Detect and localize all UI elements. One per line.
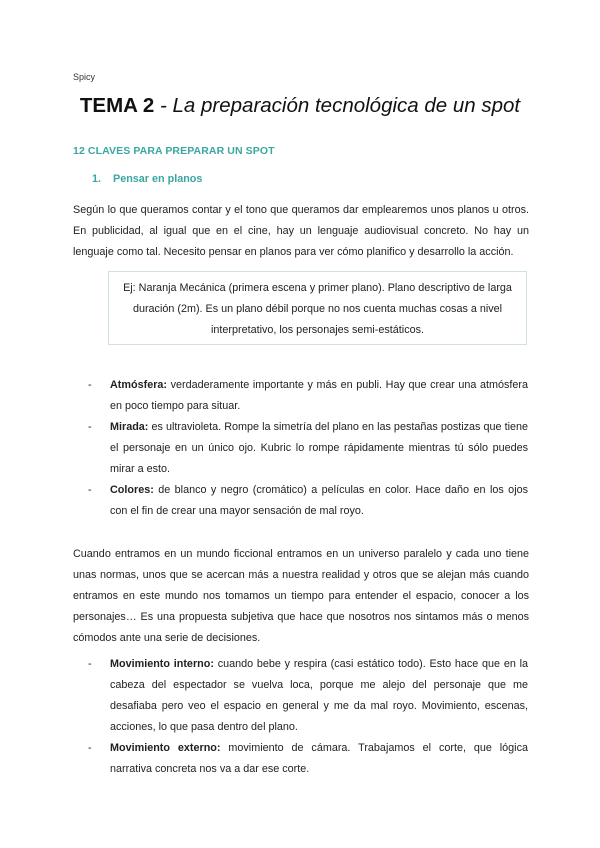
bullet-term: Atmósfera:	[110, 379, 167, 391]
list-item	[88, 480, 528, 522]
bullet-dash: -	[88, 658, 92, 670]
bullet-text: movimiento de cámara. Trabajamos el corte, que lógica narrativa concreta nos va a dar ese corte.	[110, 742, 528, 775]
bullet-text: verdaderamente importante y más en publi. Hay que crear una atmósfera en poco tiempo para situar.	[110, 379, 528, 412]
example-callout: Ej: Naranja Mecánica (primera escena y primer plano). Plano descriptivo de larga duración (2m). Es un plano débil porque no nos cuenta muchas cosas a nivel interpretativo, los personajes semi-estáticos.	[108, 271, 527, 345]
heading-text: Pensar en planos	[113, 173, 203, 185]
bullet-term: Movimiento externo:	[110, 742, 221, 754]
bullet-dash: -	[88, 484, 92, 496]
bullet-term: Movimiento interno:	[110, 658, 214, 670]
list-item	[88, 417, 528, 480]
bullet-text: de blanco y negro (cromático) a películas en color. Hace daño en los ojos con el fin de crear una mayor sensación de mal royo.	[110, 484, 528, 517]
numbered-heading	[92, 173, 202, 185]
bullet-dash: -	[88, 742, 92, 754]
list-item	[88, 738, 528, 780]
page-title	[0, 94, 600, 118]
paragraph-intro: Según lo que queramos contar y el tono que queramos dar emplearemos unos planos u otros. En publicidad, al igual que en el cine, hay un lenguaje audiovisual concreto. No hay un lenguaje como tal. Necesito pensar en planos para ver cómo planifico y desarrollo la acción.	[73, 204, 529, 258]
list-item	[88, 375, 528, 417]
title-subtitle: - La preparación tecnológica de un spot	[154, 94, 521, 117]
bullet-text: cuando bebe y respira (casi estático todo). Esto hace que en la cabeza del espectador se vuelva loca, porque me alejo del personaje que me desafiaba pero veo el espacio en general y me da mal royo. Movimiento, escenas, acciones, lo que pasa dentro del plano.	[110, 658, 528, 733]
section-heading: 12 CLAVES PARA PREPARAR UN SPOT	[73, 145, 275, 157]
bullet-term: Mirada:	[110, 421, 149, 433]
bullet-list-2	[88, 654, 528, 780]
paragraph-fictional-world: Cuando entramos en un mundo ficcional entramos en un universo paralelo y cada uno tiene unas normas, unos que se acercan más a nuestra realidad y otros que se alejan más cuando entramos en este mundo nos tomamos un tiempo para entender el espacio, conocer a los personajes… Es una propuesta subjetiva que hace que nosotros nos sintamos más o menos cómodos ante una serie de decisiones.	[73, 548, 529, 644]
bullet-list-1	[88, 375, 528, 522]
bullet-dash: -	[88, 379, 92, 391]
list-item	[88, 654, 528, 738]
bullet-dash: -	[88, 421, 92, 433]
brand-label: Spicy	[73, 72, 96, 82]
bullet-term: Colores:	[110, 484, 154, 496]
title-topic: TEMA 2	[79, 94, 155, 117]
heading-number: 1.	[92, 173, 102, 185]
bullet-text: es ultravioleta. Rompe la simetría del plano en las pestañas postizas que tiene el personaje en un único ojo. Kubric lo rompe rápidamente mientras tú sólo puedes mirar a esto.	[110, 421, 528, 475]
